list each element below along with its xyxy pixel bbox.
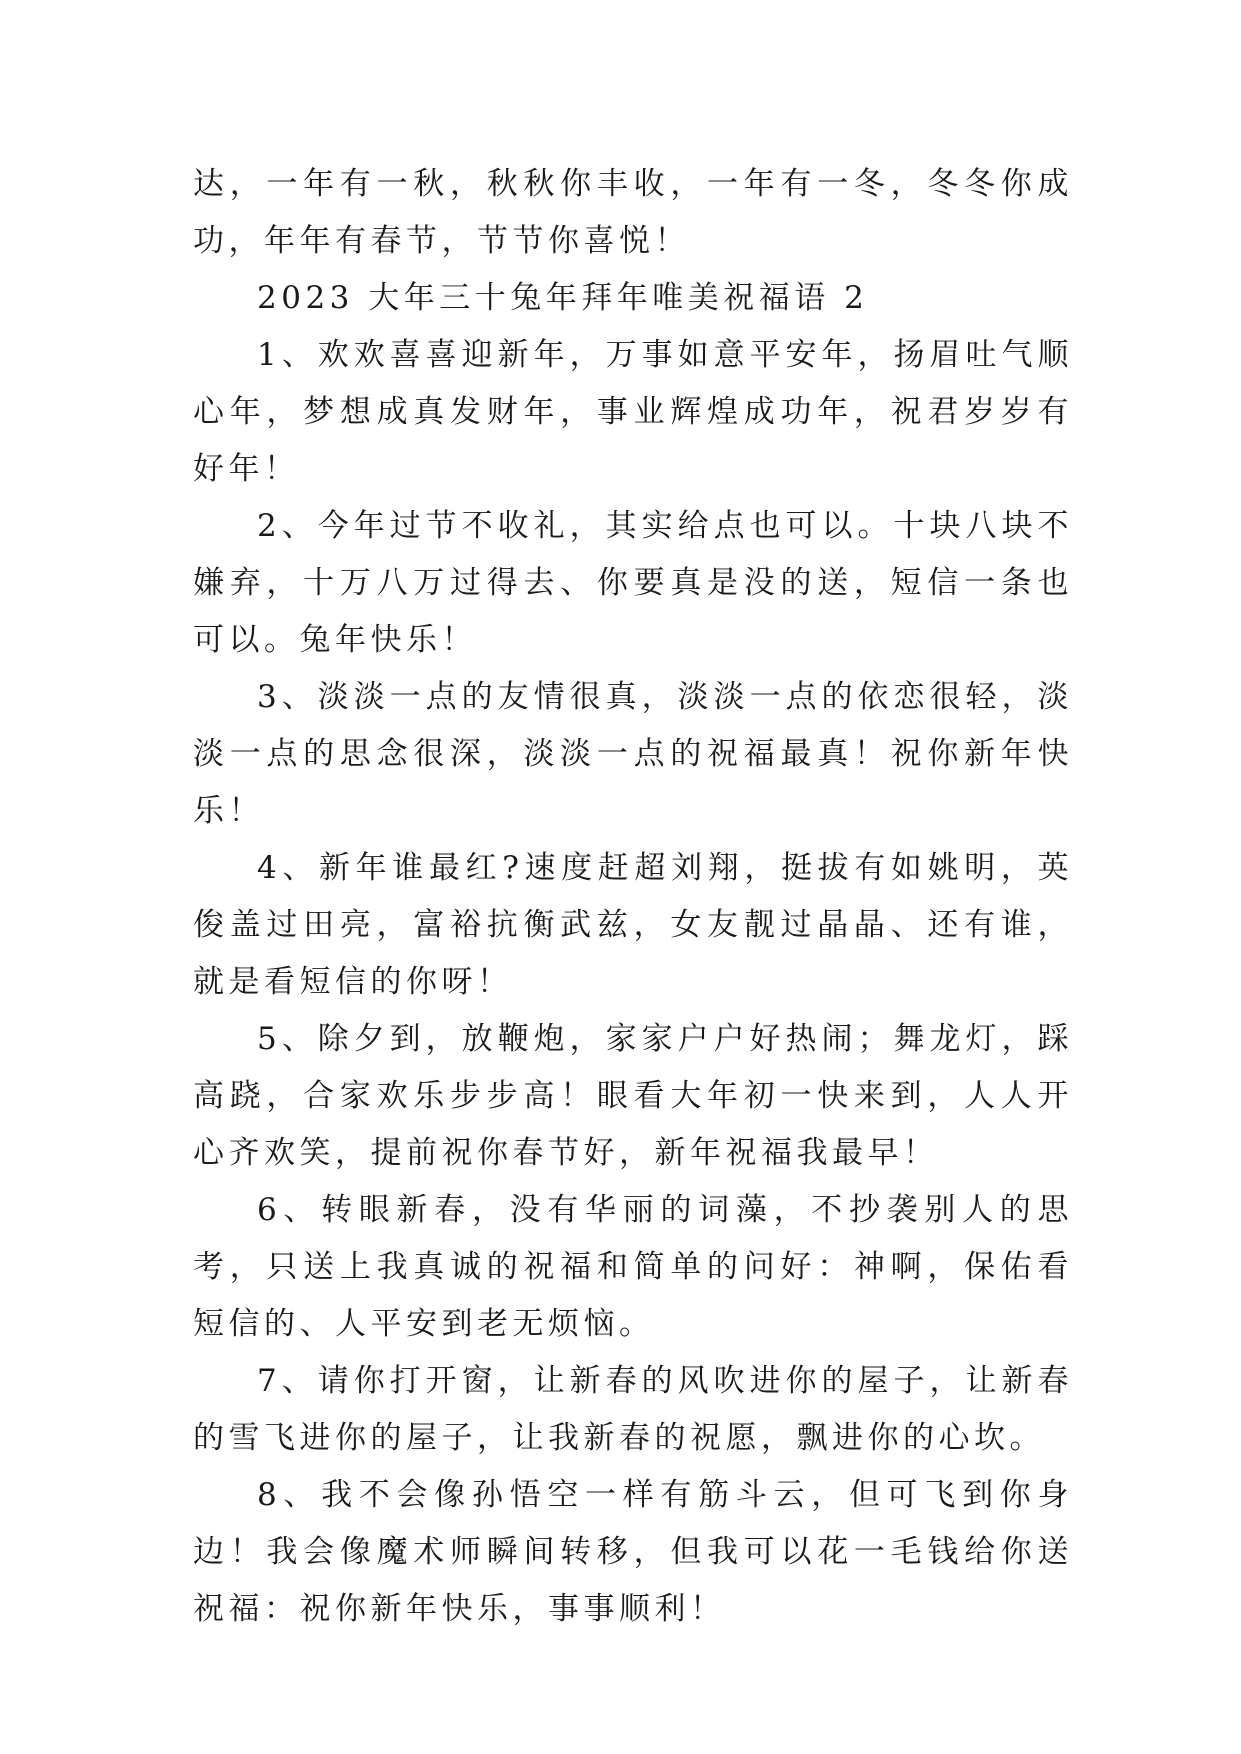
list-item: 7、请你打开窗，让新春的风吹进你的屋子，让新春的雪飞进你的屋子，让我新春的祝愿，飘进你的心坎。 <box>193 1363 1073 1456</box>
list-item: 8、我不会像孙悟空一样有筋斗云，但可飞到你身边！我会像魔术师瞬间转移，但我可以花一毛钱给你送祝福：祝你新年快乐，事事顺利！ <box>193 1477 1073 1627</box>
list-item: 5、除夕到，放鞭炮，家家户户好热闹；舞龙灯，踩高跷，合家欢乐步步高！眼看大年初一快来到，人人开心齐欢笑，提前祝你春节好，新年祝福我最早！ <box>193 1021 1073 1171</box>
list-item: 4、新年谁最红?速度赶超刘翔，挺拔有如姚明，英俊盖过田亮，富裕抗衡武兹，女友靓过晶晶、还有谁，就是看短信的你呀！ <box>193 850 1073 1000</box>
continuation-paragraph: 达，一年有一秋，秋秋你丰收，一年有一冬，冬冬你成功，年年有春节，节节你喜悦！ <box>193 166 1073 259</box>
list-item: 3、淡淡一点的友情很真，淡淡一点的依恋很轻，淡淡一点的思念很深，淡淡一点的祝福最真！祝你新年快乐！ <box>193 679 1073 829</box>
list-item: 6、转眼新春，没有华丽的词藻，不抄袭别人的思考，只送上我真诚的祝福和简单的问好：神啊，保佑看短信的、人平安到老无烦恼。 <box>193 1192 1073 1342</box>
list-item: 1、欢欢喜喜迎新年，万事如意平安年，扬眉吐气顺心年，梦想成真发财年，事业辉煌成功年，祝君岁岁有好年！ <box>193 337 1073 487</box>
section-heading: 2023 大年三十兔年拜年唯美祝福语 2 <box>257 280 869 316</box>
document-page <box>193 156 1073 1638</box>
list-item: 2、今年过节不收礼，其实给点也可以。十块八块不嫌弃，十万八万过得去、你要真是没的送，短信一条也可以。兔年快乐！ <box>193 508 1073 658</box>
